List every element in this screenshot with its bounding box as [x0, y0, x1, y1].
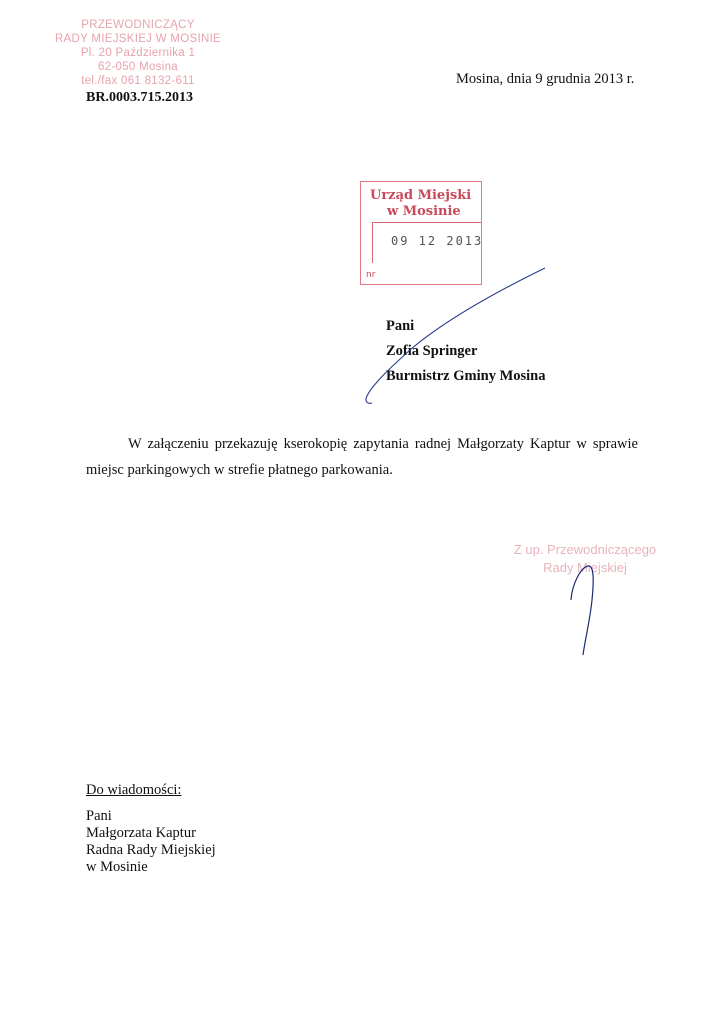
cc-line: Pani — [86, 808, 112, 824]
handwritten-signature — [571, 566, 593, 655]
reference-number: BR.0003.715.2013 — [86, 90, 193, 105]
cc-line: w Mosinie — [86, 859, 148, 875]
signature-stamp-line: Rady Miejskiej — [543, 560, 627, 575]
cc-line: Radna Rady Miejskiej — [86, 842, 216, 858]
received-stamp-office: Urząd Miejski — [370, 188, 472, 203]
signature-stamp-line: Z up. Przewodniczącego — [513, 542, 657, 557]
letter-body: W załączeniu przekazuję kserokopię zapytania radnej Małgorzaty Kaptur w sprawie miejsc parkingowych w strefie płatnego parkowania. — [86, 436, 638, 478]
received-stamp-date: 09 12 2013 — [391, 234, 484, 248]
addressee-block — [386, 314, 546, 389]
place-and-date: Mosina, dnia 9 grudnia 2013 r. — [456, 71, 635, 87]
header-stamp-line: tel./fax 061 8132-611 — [81, 75, 195, 87]
received-stamp-town: w Mosinie — [387, 204, 461, 219]
received-stamp — [360, 181, 482, 285]
header-stamp-line: PRZEWODNICZĄCY — [81, 19, 195, 31]
addressee-title: Burmistrz Gminy Mosina — [386, 368, 546, 384]
cc-recipient-list — [86, 808, 216, 876]
header-stamp-line: RADY MIEJSKIEJ W MOSINIE — [54, 33, 222, 45]
received-stamp-nr-label: nr — [366, 270, 376, 280]
council-header-stamp — [48, 18, 228, 88]
header-stamp-line: 62-050 Mosina — [98, 61, 178, 73]
signature-stamp — [500, 541, 670, 577]
cc-line: Małgorzata Kaptur — [86, 825, 196, 841]
header-stamp-line: Pl. 20 Października 1 — [80, 47, 196, 59]
addressee-salutation: Pani — [386, 318, 415, 334]
cc-heading: Do wiadomości: — [86, 782, 182, 798]
addressee-name: Zofia Springer — [386, 343, 478, 359]
